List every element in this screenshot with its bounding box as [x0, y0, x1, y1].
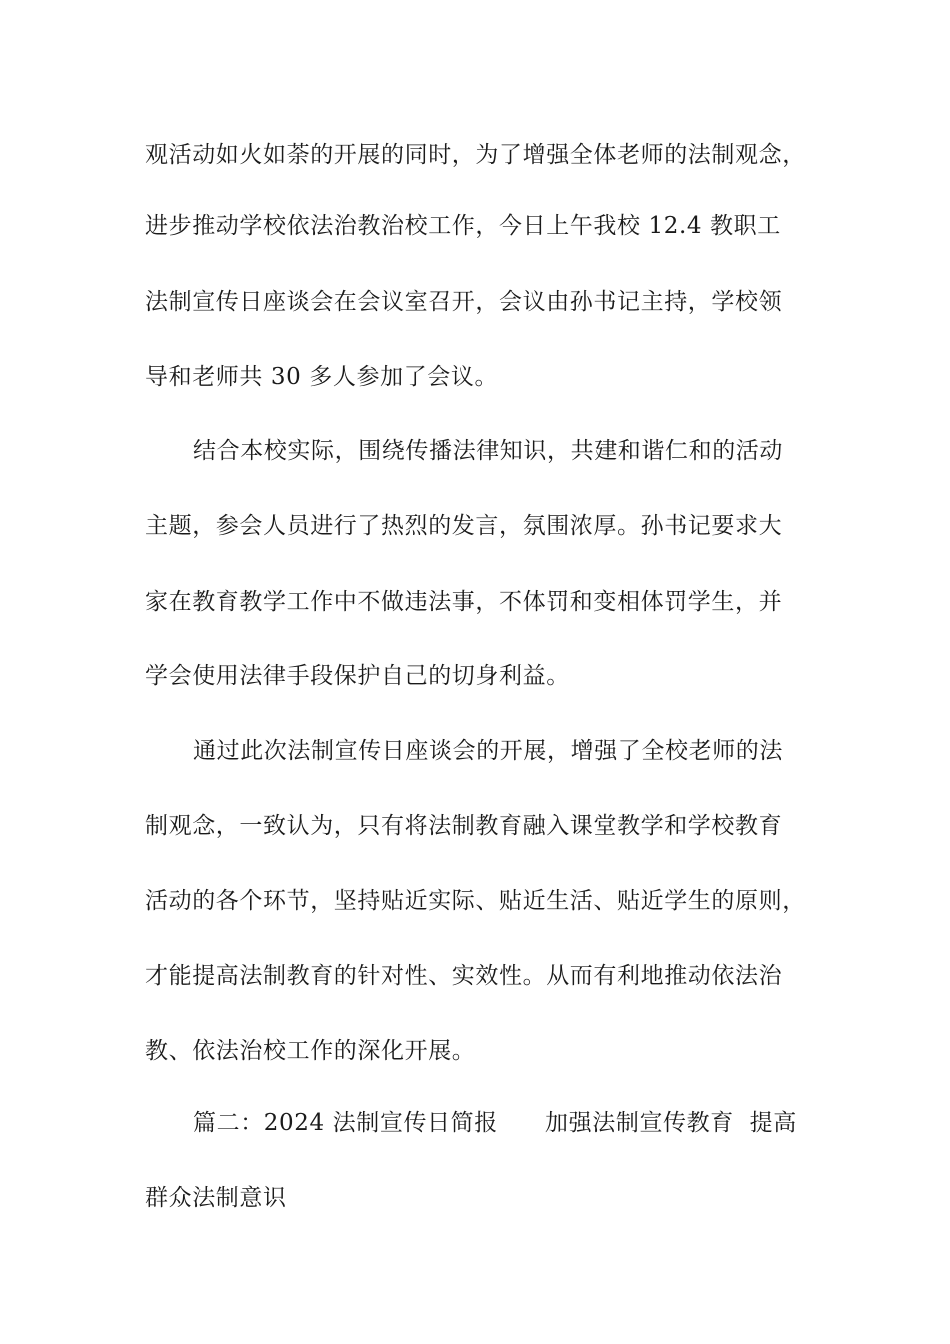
paragraph3-line4: 才能提高法制教育的针对性、实效性。从而有利地推动依法治: [145, 963, 783, 989]
paragraph2-line3: 家在教育教学工作中不做违法事，不体罚和变相体罚学生，并: [145, 589, 783, 615]
paragraph1-line1: 观活动如火如荼的开展的同时，为了增强全体老师的法制观念，: [145, 142, 806, 168]
paragraph3-line1: 通过此次法制宣传日座谈会的开展，增强了全校老师的法: [193, 738, 783, 764]
paragraph1-line4: 导和老师共 30 多人参加了会议。: [145, 364, 499, 390]
paragraph3-line2: 制观念，一致认为，只有将法制教育融入课堂教学和学校教育: [145, 813, 783, 839]
paragraph3-line3: 活动的各个环节，坚持贴近实际、贴近生活、贴近学生的原则，: [145, 888, 806, 914]
paragraph2-line1: 结合本校实际，围绕传播法律知识，共建和谐仁和的活动: [193, 438, 783, 464]
paragraph2-line4: 学会使用法律手段保护自己的切身利益。: [145, 663, 570, 689]
paragraph3-line5: 教、依法治校工作的深化开展。: [145, 1038, 476, 1064]
section-heading-line2: 群众法制意识: [145, 1185, 287, 1211]
paragraph1-line2: 进步推动学校依法治教治校工作，今日上午我校 12.4 教职工: [145, 213, 781, 239]
paragraph1-line3: 法制宣传日座谈会在会议室召开，会议由孙书记主持，学校领: [145, 289, 783, 315]
section-heading-line1: 篇二：2024 法制宣传日简报 加强法制宣传教育 提高: [193, 1110, 797, 1136]
paragraph2-line2: 主题，参会人员进行了热烈的发言，氛围浓厚。孙书记要求大: [145, 513, 783, 539]
